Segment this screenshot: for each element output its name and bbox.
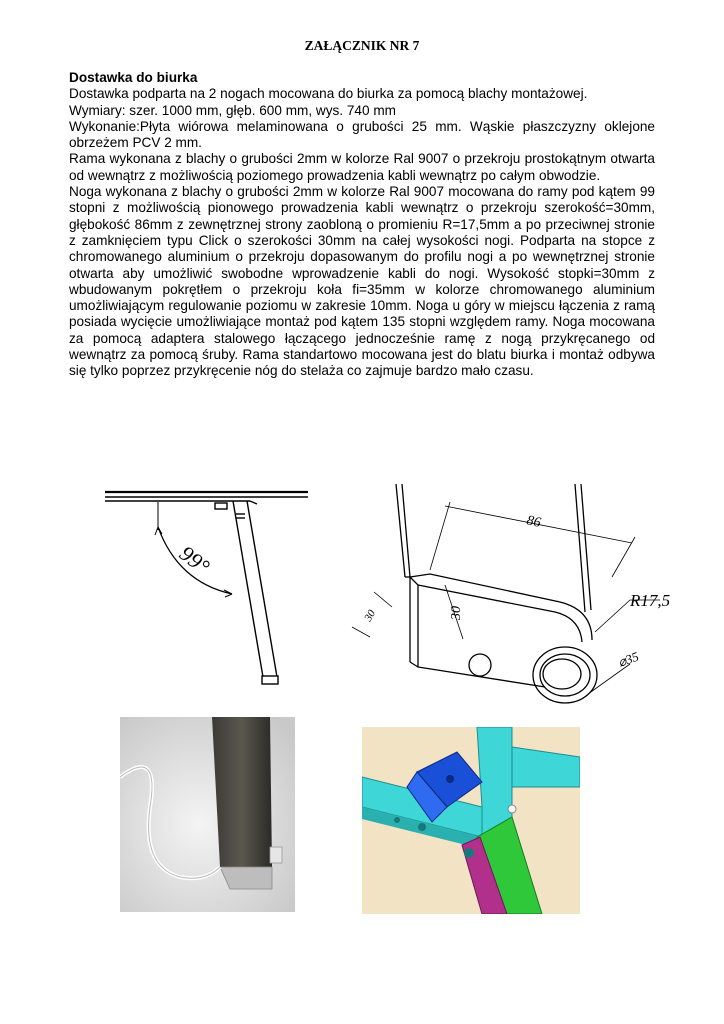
paragraph-frame: Rama wykonana z blachy o grubości 2mm w kolorze Ral 9007 o przekroju prostokątnym otwarta od wewnątrz z możliwością poziomego prowadzenia kabli wewnątrz po całym obwodzie. (69, 151, 655, 183)
document-body (69, 70, 655, 380)
angle-label: 99° (174, 540, 215, 580)
paragraph-leg: Noga wykonana z blachy o grubości 2mm w kolorze Ral 9007 mocowana do ramy pod kątem 99 stopni z możliwością pionowego prowadzenia kabli wewnątrz o przekroju szerokość=30mm, głębokość 86mm z zewnętrznej strony zaobloną o promieniu R=17,5mm a po przeciwnej stronie z zamknięciem typu Click o szerokości 30mm na całej wysokości nogi. Podparta na stopce z chromowanego aluminium o przekroju dopasowanym do profilu nogi a po wewnętrznej stronie otwarta aby umożliwić swobodne wprowadzenie kabli do nogi. Wysokość stopki=30mm z wbudowanym pokrętłem o przekroju koła fi=35mm w kolorze chromowanego aluminium umożliwiającym regulowanie poziomu w zakresie 10mm. Noga u góry w miejscu łączenia z ramą posiada wycięcie umożliwiające montaż pod kątem 135 stopni względem ramy. Noga mocowana za pomocą adaptera stalowego łączącego jednocześnie ramę z nogą przykręcanego od wewnątrz za pomocą śruby. Rama standartowo mocowana jest do blatu biurka i montaż odbywa się tylko poprzez przykręcenie nóg do stelaża co zajmuje bardzo mało czasu. (69, 184, 655, 379)
leg-angle-drawing (100, 482, 315, 690)
height-dimension: 30 (362, 607, 379, 624)
frame-adapter-render (362, 727, 580, 914)
radius-dimension: R17,5 (630, 591, 671, 610)
paragraph-mounting: Dostawka podparta na 2 nogach mocowana do biurka za pomocą blachy montażowej. (69, 86, 588, 102)
section-heading: Dostawka do biurka (69, 70, 198, 85)
paragraph-dimensions: Wymiary: szer. 1000 mm, głęb. 600 mm, wys. 740 mm (69, 102, 396, 118)
width-dimension: 30 (449, 606, 464, 620)
foot-dimension-drawing (340, 482, 685, 714)
diameter-dimension: ⌀35 (615, 648, 641, 670)
paragraph-finish: Wykonanie:Płyta wiórowa melaminowana o grubości 25 mm. Wąskie płaszczyzny oklejone obrzeżem PCV 2 mm. (69, 118, 655, 151)
page-title: ZAŁĄCZNIK NR 7 (304, 38, 420, 53)
leg-foot-photo (120, 717, 295, 912)
depth-dimension: 86 (525, 513, 542, 531)
